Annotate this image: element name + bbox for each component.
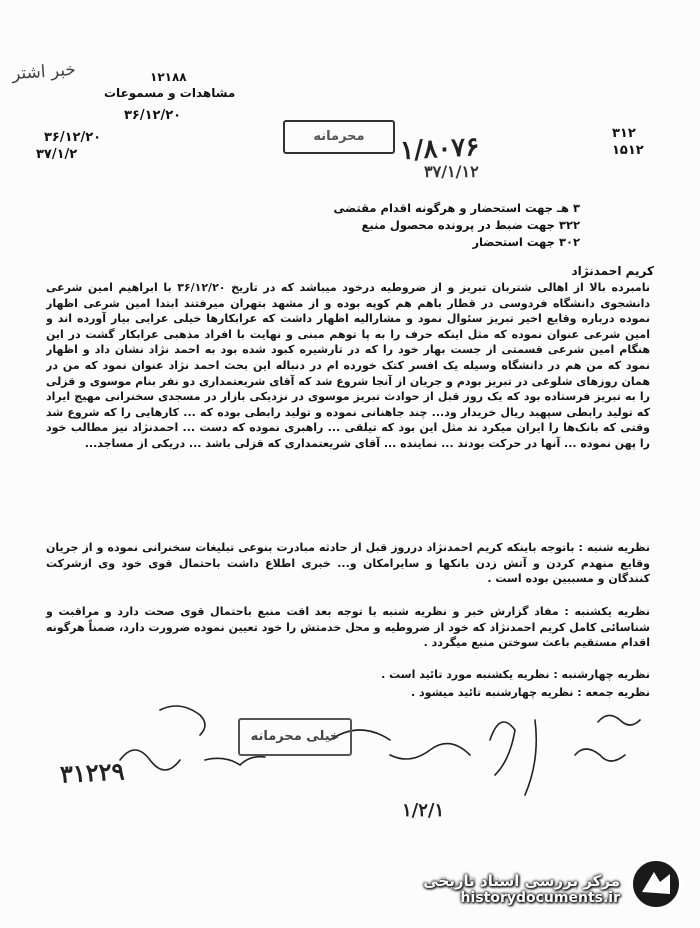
ref-right-2: ۱۵۱۲ [612, 143, 644, 158]
bottom-stamp-text: خیلی محرمانه [250, 729, 340, 744]
report-body: نامبرده بالا از اهالی شتربان تبریز و از ضروطیه درخود میباشد که در تاریخ ۳۶/۱۲/۲۰ با ابراهیم امین شرعی دانشجوی دانشگاه فردوسی در قطار باهم هم کوپه بوده و از مشهد بتهران میرفتند ابتدا امین شرعی اظهار نموده درباره وقایع اخیر تبریز سئوال نمود و مشارالیه اظهار داشت که عرابکارها خیلی عرابی بیار آورده اند و امین شرعی عنوان نموده که مثل اینکه حرف را به پا توهم مبنی و نهایت با افراد مذهبی عرابکار گشت در این هنگام امین شرعی قسمتی از جست بهار خود را که در تارشیره کبود شده بود به احمد نژاد نشان داد و اظهار نمود که من هم در دانشگاه وسیله یک افسر کتک خورده ام در دنباله این بحث احمد نژاد عنوان نمود که من در همان روزهای شلوغی در تبریز بودم و جریان از آنجا شروع شد که آقای شریعتمداری دو نفر بنام موسوی و قزلی را به تبریز فرستاده بود که یک روز قبل از حوادث تبریز موسوی در نزدیکی بازار در مسجدی سخنرانی مهیج ایراد که تولید رابطی سپهبد ریال خریدار ود... چند جاهنانی نموده و تولید رابطی بوده که ... کارهایی را که شروع شد وقتی که بانک‌ها را ایران میکرد ند مثل این بود که تیلقی ... راهبری نموده که دست ... احمدنژاد نیز مطالب خود را پهن نموده ... آنها در حرکت بودند ... نماینده ... آقای شریعتمداری که قزلی باشد ... دریکی از مساجد... [46, 281, 650, 450]
stamped-number: ۱/۸۰۷۶ [399, 131, 481, 167]
doc-number: ۱۲۱۸۸ [150, 70, 187, 84]
handwritten-number: ۳۱۲۲۹ [59, 756, 126, 789]
watermark-url: historydocuments.ir [460, 890, 620, 906]
signature-scribble [598, 715, 640, 725]
ref-right-1: ۳۱۲ [612, 126, 636, 141]
opinion-text: مفاد گزارش خبر و نظریه شنبه با توجه بعد اقت منبع باحتمال قوی صحت دارد و مراقبت و شناسائی کامل کریم احمدنژاد که خود از ضروطیه و محل خدمتش را خود تعیین نموده ضرورت دارد، ضمناً هرگونه اقدام مستقیم باعث سوختن منبع میگردد . [46, 605, 650, 650]
signature-scribble [490, 722, 515, 775]
stamp-box-text: محرمانه [313, 129, 365, 144]
signature-scribble [120, 750, 180, 770]
archive-logo-icon [630, 858, 682, 910]
signature-scribble [205, 757, 265, 765]
opinion-text: نظریه یکشنبه مورد تائید است . [381, 668, 550, 681]
doc-date-3: ۳۷/۱/۲ [36, 147, 78, 162]
opinion-label: نظریه چهارشنبه : [553, 668, 650, 681]
signature-scribble [160, 706, 205, 735]
stamped-date: ۳۷/۱/۱۲ [424, 162, 479, 181]
opinion-friday [300, 685, 650, 701]
watermark-block [423, 872, 620, 906]
distribution-list [180, 200, 580, 251]
signature-scribble [525, 720, 536, 795]
confidential-stamp-box [283, 120, 395, 154]
opinion-wednesday [300, 667, 650, 683]
distribution-item: ۳۲۲ جهت ضبط در پرونده محصول منبع [361, 218, 580, 232]
distribution-item: ۳ هـ جهت استحضار و هرگونه اقدام مقتضی [333, 201, 580, 215]
opinion-sunday [46, 604, 650, 651]
opinion-text: نظریه چهارشنبه تائید میشود . [411, 686, 574, 699]
opinion-label: نظریه شنبه : [578, 541, 650, 554]
doc-date-1: ۳۶/۱۲/۲۰ [124, 108, 182, 123]
bottom-stamp [238, 718, 352, 756]
watermark-title: مرکز بررسی اسناد تاریخی [423, 872, 620, 890]
doc-date-2: ۳۶/۱۲/۲۰ [44, 130, 102, 145]
signature-scribble [390, 744, 470, 759]
bottom-initials: ۱/۲/۱ [402, 800, 445, 821]
opinion-label: نظریه یکشنبه : [564, 605, 650, 618]
opinion-saturday [46, 540, 650, 587]
corner-handwriting: خبر اشتر [11, 59, 77, 85]
signature-scribble [575, 749, 625, 761]
opinion-text: باتوجه باینکه کریم احمدنژاد درروز قبل از حادثه مبادرت بنوعی تبلیغات سخنرانی نموده و از جریان وقایع منهدم کردن و آتش زدن بانکها و سایرامکان و... خبری اطلاع داشت باحتمال قوی خود وی ازشرکت کنندگان و مسببین بوده است . [46, 541, 650, 586]
distribution-item: ۳۰۲ جهت استحضار [472, 235, 580, 249]
subject-name: کریم احمدنژاد [571, 264, 654, 278]
doc-category: مشاهدات و مسموعات [104, 86, 236, 100]
opinion-label: نظریه جمعه : [577, 686, 650, 699]
